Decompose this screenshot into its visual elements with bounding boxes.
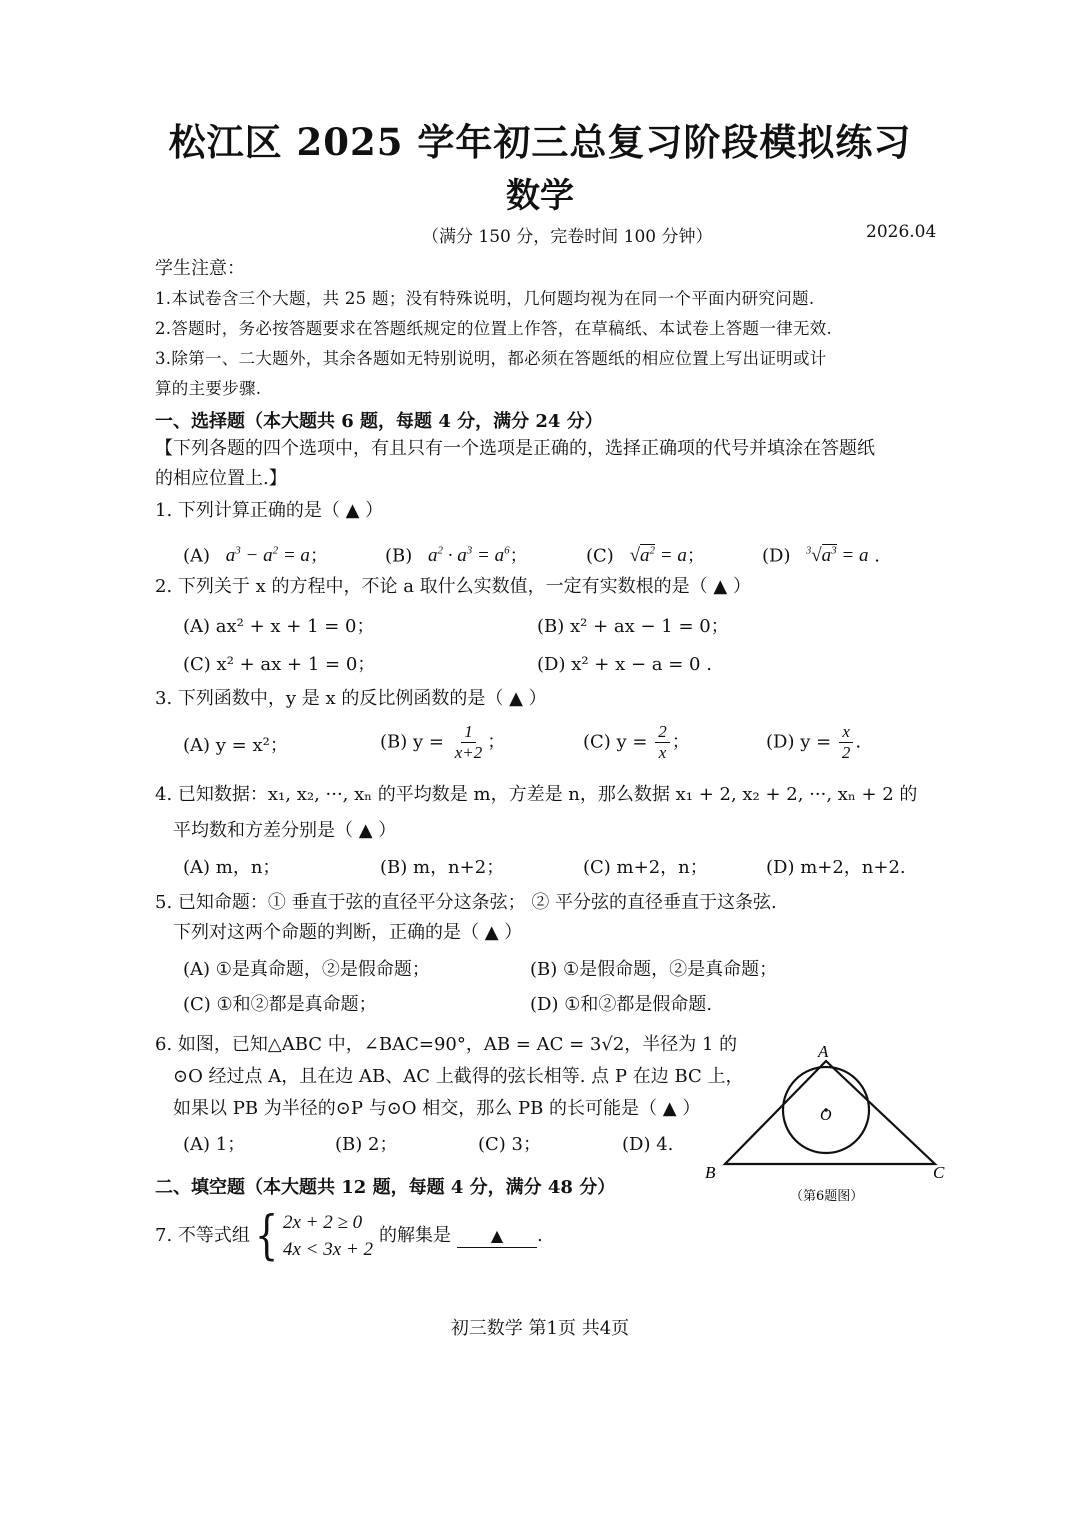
question-4-stem: 4. 已知数据：x₁, x₂, ···, xₙ 的平均数是 m，方差是 n，那么数据 x₁ + 2, x₂ + 2, ···, xₙ + 2 的 bbox=[155, 784, 918, 805]
fraction-numerator: 1 bbox=[461, 722, 476, 743]
label-b: B bbox=[705, 1163, 716, 1182]
fraction-numerator: x bbox=[839, 722, 853, 743]
question-6-stem-cont: ⊙O 经过点 A，且在边 AB、AC 上截得的弦长相等. 点 P 在边 BC 上， bbox=[173, 1066, 744, 1087]
q1-option-a-label: (A) bbox=[183, 545, 211, 567]
q3-option-b-fraction bbox=[452, 722, 486, 763]
question-6-stem: 6. 如图，已知△ABC 中，∠BAC=90°，AB = AC = 3√2，半径为 1 的 bbox=[155, 1034, 738, 1055]
inequality-1: 2x + 2 ≥ 0 bbox=[283, 1212, 363, 1233]
q3-option-c-label: (C) y = bbox=[583, 731, 648, 753]
q5-option-b: (B) ①是假命题，②是真命题； bbox=[530, 959, 778, 980]
q5-option-c: (C) ①和②都是真命题； bbox=[183, 994, 377, 1015]
q6-option-a: (A) 1； bbox=[183, 1134, 246, 1155]
q5-option-a: (A) ①是真命题，②是假命题； bbox=[183, 959, 430, 980]
label-a: A bbox=[818, 1042, 829, 1061]
exam-info: （满分 150 分，完卷时间 100 分钟） bbox=[422, 227, 713, 247]
left-brace: { bbox=[254, 1206, 279, 1266]
question-3-stem: 3. 下列函数中，y 是 x 的反比例函数的是（ ▲ ） bbox=[155, 688, 547, 709]
q3-option-b-label: (B) y = bbox=[380, 731, 444, 753]
q5-option-d: (D) ①和②都是假命题. bbox=[530, 994, 713, 1015]
page-footer: 初三数学 第1页 共4页 bbox=[450, 1318, 630, 1339]
section-1-instruction-cont: 的相应位置上.】 bbox=[155, 468, 287, 489]
q3-option-c-fraction bbox=[655, 722, 670, 763]
fraction-numerator: 2 bbox=[655, 722, 670, 743]
q1-option-d: (D) $^3√a^3 = a$ . bbox=[762, 545, 880, 567]
question-1-stem: 1. 下列计算正确的是（ ▲ ） bbox=[155, 500, 384, 521]
label-o: O bbox=[820, 1107, 832, 1124]
q1-option-b: (B) $a^2 \cdot a^3 = a^6$； bbox=[385, 545, 528, 567]
fraction-denominator: 2 bbox=[841, 743, 851, 762]
section-2-heading: 二、填空题（本大题共 12 题，每题 4 分，满分 48 分） bbox=[155, 1177, 616, 1198]
q1-option-a: (A) $a^3 - a^2 = a$； bbox=[183, 545, 328, 567]
q4-option-b: (B) m，n+2； bbox=[380, 857, 505, 878]
question-5-stem: 5. 已知命题：① 垂直于弦的直径平分这条弦； ② 平分弦的直径垂直于这条弦. bbox=[155, 892, 777, 913]
q7-end: . bbox=[537, 1225, 543, 1246]
question-6-stem-cont-2: 如果以 PB 为半径的⊙P 与⊙O 相交，那么 PB 的长可能是（ ▲ ） bbox=[173, 1098, 701, 1119]
fraction-denominator: x bbox=[658, 743, 667, 762]
question-5-stem-cont: 下列对这两个命题的判断，正确的是（ ▲ ） bbox=[173, 922, 523, 943]
q6-figure bbox=[700, 1040, 960, 1210]
question-4-stem-cont: 平均数和方差分别是（ ▲ ） bbox=[173, 820, 397, 841]
q6-option-c: (C) 3； bbox=[478, 1134, 541, 1155]
q1-option-c: (C) $√a^2 = a$； bbox=[586, 545, 705, 567]
answer-blank[interactable]: ▲ bbox=[457, 1225, 537, 1248]
q4-option-d: (D) m+2，n+2. bbox=[766, 857, 906, 878]
question-2-stem: 2. 下列关于 x 的方程中，不论 a 取什么实数值，一定有实数根的是（ ▲ ） bbox=[155, 576, 751, 597]
q3-option-a: (A) y = x²； bbox=[183, 735, 288, 756]
q7-suffix: 的解集是 bbox=[379, 1225, 452, 1246]
section-1-instruction: 【下列各题的四个选项中，有且只有一个选项是正确的，选择正确项的代号并填涂在答题纸 bbox=[155, 438, 875, 459]
q1-option-c-label: (C) bbox=[586, 545, 614, 567]
q3-option-b: (B) y = $\frac{1}{x+2}$ ； bbox=[380, 722, 506, 762]
q7-prefix: 7. 不等式组 bbox=[155, 1225, 250, 1246]
inequality-2: 4x < 3x + 2 bbox=[283, 1239, 374, 1260]
page-title: 松江区 2025 学年初三总复习阶段模拟练习 bbox=[168, 120, 912, 164]
label-c: C bbox=[933, 1163, 945, 1182]
q2-option-a: (A) ax² + x + 1 = 0； bbox=[183, 616, 375, 637]
subject-title: 数学 bbox=[506, 176, 574, 216]
notice-item-2: 2.答题时，务必按答题要求在答题纸规定的位置上作答，在草稿纸、本试卷上答题一律无效. bbox=[155, 319, 833, 338]
notice-item-3-cont: 算的主要步骤. bbox=[155, 379, 262, 398]
q6-option-d: (D) 4. bbox=[622, 1134, 674, 1155]
q4-option-a: (A) m，n； bbox=[183, 857, 281, 878]
q3-option-d: (D) y = $\frac{x}{2}$ . bbox=[766, 722, 862, 762]
notice-heading: 学生注意： bbox=[155, 258, 245, 279]
section-1-heading: 一、选择题（本大题共 6 题，每题 4 分，满分 24 分） bbox=[155, 411, 603, 432]
inequality-system bbox=[250, 1206, 374, 1266]
q2-option-d: (D) x² + x − a = 0 . bbox=[537, 654, 712, 675]
exam-date: 2026.04 bbox=[866, 222, 937, 242]
q1-option-d-label: (D) bbox=[762, 545, 791, 567]
notice-item-3: 3.除第一、二大题外，其余各题如无特别说明，都必须在答题纸的相应位置上写出证明或计 bbox=[155, 349, 827, 368]
notice-item-1: 1.本试卷含三个大题，共 25 题；没有特殊说明，几何题均视为在同一个平面内研究问题. bbox=[155, 289, 815, 308]
question-7 bbox=[155, 1206, 543, 1266]
q2-option-b: (B) x² + ax − 1 = 0； bbox=[537, 616, 729, 637]
q6-option-b: (B) 2； bbox=[335, 1134, 398, 1155]
q3-option-d-label: (D) y = bbox=[766, 731, 832, 753]
fraction-denominator: x+2 bbox=[454, 743, 483, 762]
q3-option-d-fraction bbox=[839, 722, 854, 763]
q1-option-b-label: (B) bbox=[385, 545, 413, 567]
q4-option-c: (C) m+2，n； bbox=[583, 857, 708, 878]
q3-option-c: (C) y = $\frac{2}{x}$ ； bbox=[583, 722, 690, 762]
q2-option-c: (C) x² + ax + 1 = 0； bbox=[183, 654, 376, 675]
figure-caption: （第6题图） bbox=[790, 1189, 864, 1204]
